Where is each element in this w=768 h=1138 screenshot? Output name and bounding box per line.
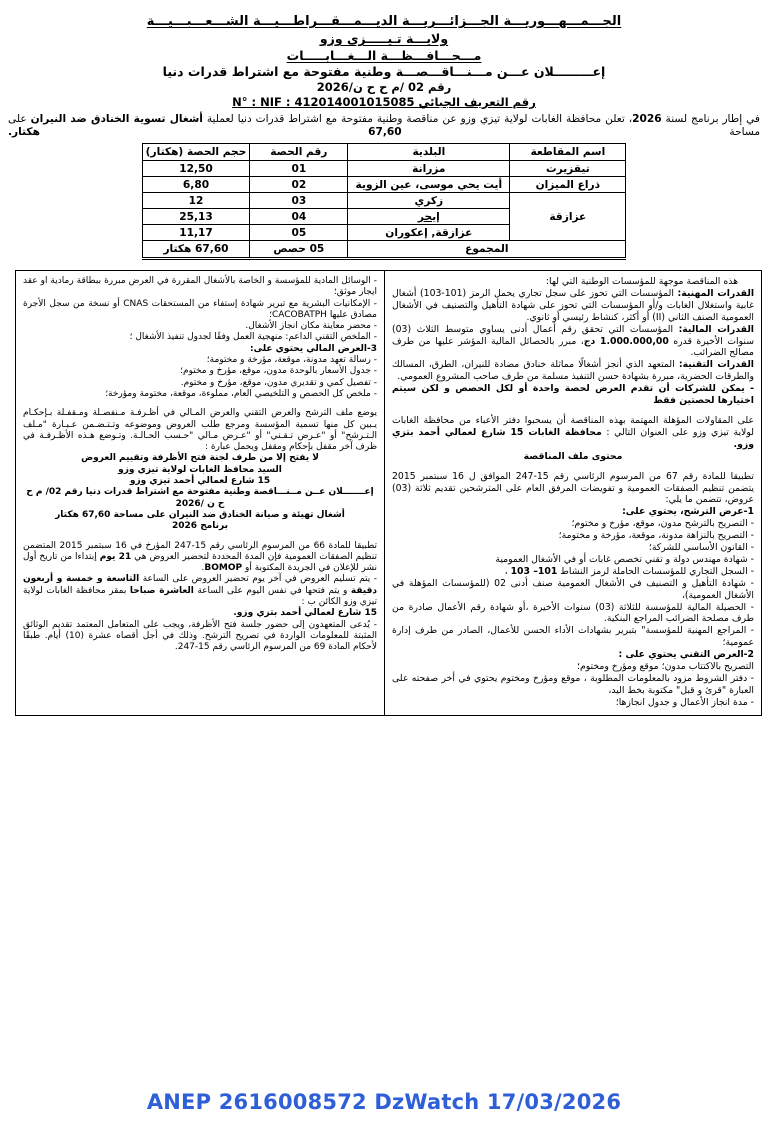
cell-municipality: أيت يحي موسى، عين الزوية xyxy=(348,177,510,193)
technical-item: - دفتر الشروط مزود بالمعلومات المطلوبة ، موقع ومؤرخ ومختوم يحتوي في أخر صفحته على العبارة "قرئ و قبل" مكتوبة بخط اليد، xyxy=(392,673,754,696)
nif-value: N° : NIF : 412014001015085 xyxy=(232,95,415,109)
table-row xyxy=(142,193,626,209)
envelope-mention-line: لا يفتح إلا من طرف لجنة فتح الأظرفة وتقييم العروض xyxy=(81,453,319,464)
letterhead xyxy=(0,0,768,110)
header-line-republic: الجـــمـــهـــوريـــة الجـــزائـــريـــة الديـــمـــقـــراطـــيـــة الشـــعـــبـــيـــة xyxy=(146,14,622,29)
financial-item: - ملخص كل الحصص و التلخيصي العام، مملوءة، موقعة، مختومة ومؤرخة؛ xyxy=(105,388,377,399)
intro-run-5: على مساحة xyxy=(8,113,760,138)
address-line: 15 شارع لعمالي أحمد تيزي وزو xyxy=(129,476,271,487)
candidacy-item: - التصريح بالنزاهة مدونة، موقعة، مؤرخة و مختومة؛ xyxy=(558,530,754,542)
article-67-paragraph: تطبيقا للمادة رقم 67 من المرسوم الرئاسي رقم 15-247 الموافق ل 16 سبتمبر 2015 يتضمن تنظيم الصفقات العمومية و تفويضات المرفق العام على المترشحين تقديم ثلاثة (03) عروض، تتضمن ما يلي: xyxy=(392,470,755,506)
cell-lot-number: 01 xyxy=(250,161,348,177)
intro-paragraph xyxy=(8,113,760,139)
technical-capacities-text: المتعهد الذي أنجز أشغالًا مماثلة خنادق مضادة للنيران، الطرق، المسالك والطرقات الحضرية، مبررة بشهادة حسن التنفيذ مسلمة من طرف صاحب المشروع العمومي. xyxy=(392,359,754,383)
bomop-mention: BOMOP xyxy=(204,563,243,574)
body-columns xyxy=(14,270,762,716)
table-row xyxy=(142,161,626,177)
program-year-line: برنامج 2026 xyxy=(172,521,228,532)
cell-lot-size: 6,80 xyxy=(142,177,250,193)
technical-item: - الإمكانيات البشرية مع تبرير شهادة إستفاء من المستحقات CNAS أو نسخة من سجل الأجرة مصادق عليها CACOBATPH؛ xyxy=(23,298,377,320)
cell-lot-size: 12,50 xyxy=(142,161,250,177)
registry-codes: 101– 103 xyxy=(510,565,558,577)
technical-item: - الوسائل المادية للمؤسسة و الخاصة بالأشغال المقررة في العرض مبررة ببطاقة رمادية او عقد ايجار موثق؛ xyxy=(23,276,377,298)
header-line-announcement-title: إعـــــــــلان عـــن مـــنـــاقـــصـــة وطنية مفتوحة مع اشتراط قدرات دنيا xyxy=(162,64,606,79)
deadline-text-2: إبتداءا من تاريخ أول نشر للإعلان في الجريدة المكتوبة أو xyxy=(23,551,377,574)
financial-item: - تفصيل كمي و تقديري مدون، موقع، مؤرخ و مختوم. xyxy=(180,377,377,388)
cell-district: عزازقة xyxy=(510,193,626,241)
technical-item: التصريح بالاكتتاب مدون؛ موقع ومؤرخ ومختوم؛ xyxy=(577,661,754,673)
candidacy-item: - شهادة مهندس دولة و تقني تخصص غابات أو في الأشغال العمومية xyxy=(495,553,754,565)
registry-item-text-1: - السجل التجاري للمؤسسات الحاملة لرمز النشاط xyxy=(557,565,754,577)
intro-run-2: 2026 xyxy=(632,113,662,125)
requirements-column xyxy=(384,270,762,716)
cell-total-size: 67,60 هكتار xyxy=(142,241,250,259)
cell-district: تيقزيرت xyxy=(510,161,626,177)
cell-total-lots: 05 حصص xyxy=(250,241,348,259)
nif-label: رقم التعريف الجبائي xyxy=(418,95,536,109)
venue-address-line: 15 شارع لعمالي أحمد بتزي وزو. xyxy=(233,608,377,619)
submission-column xyxy=(15,270,385,716)
candidacy-item xyxy=(392,566,754,578)
preparation-deadline-paragraph xyxy=(23,541,377,575)
financial-capacities-label: القدرات المالية: xyxy=(678,323,754,335)
cell-total-label: المجموع xyxy=(348,241,626,259)
cell-lot-number: 02 xyxy=(250,177,348,193)
deadline-days: 21 يوم xyxy=(99,551,132,562)
cell-lot-number: 04 xyxy=(250,209,348,225)
opening-time: العاشرة صباحا xyxy=(129,585,194,596)
candidacy-item: - المراجع المهنية للمؤسسة" بتبرير بشهادات الأداء الحسن للأعمال، الصادر من طرف إدارة عمومية؛ xyxy=(392,625,754,649)
financial-item: - رسالة تعهد مدونة، موقعة، مؤرخة و مختومة؛ xyxy=(206,355,377,366)
financial-capacities-text-2: ، مبرر بالحصائل المالية المؤشر عليها من طرف مصالح الضرائب. xyxy=(392,335,754,359)
cahier-withdrawal-address: محافظة الغابات 15 شارع لعمالي أحمد بتزي وزو. xyxy=(392,426,754,450)
announcement-reference-line: إعـــــــلان عــن مــنـــاقصة وطنية مفتوحة مع اشتراط قدرات دنيا رقم 02/ م ح ح ن /2026 xyxy=(26,487,374,509)
technical-capacities-label: القدرات التقنية: xyxy=(678,359,754,371)
opening-session-paragraph: - يُدعى المتعهدون إلى حضور جلسة فتح الأظرفة، ويجب على المتعامل المعتمد تقديم الوثائق المثبتة للمعلومات الواردة في تصريح الترشح. وذلك في أجل أقصاه عشرة (10) أيام. طبقًا لأحكام المادة 69 من المرسوم الرئاسي رقم 15-247. xyxy=(23,619,377,653)
cell-municipality: زكري xyxy=(348,193,510,209)
cell-lot-number: 05 xyxy=(250,225,348,241)
works-description-line: أشغال تهيئة و صيانة الخنادق ضد النيران على مساحة 67,60 هكتار xyxy=(55,509,345,520)
technical-offer-heading: 2-العرض التقني يحتوي على : xyxy=(618,649,754,661)
technical-item: - محضر معاينة مكان انجاز الأشغال. xyxy=(245,321,377,332)
addressee-line: السيد محافظ الغابات لولاية تيزي وزو xyxy=(118,464,282,475)
cahier-withdrawal-text: على المقاولات المؤهلة المهتمة بهذه المناقصة أن يسحبوا دفتر الأعباء من محافظة الغابات لولاية تيزي وزو على العنوان التالي : xyxy=(392,414,754,438)
submission-text-2: و يتم فتحها في نفس اليوم على الساعة xyxy=(193,585,351,596)
submission-time: التاسعة و خمسة و أربعون دقيقة xyxy=(23,574,377,596)
deadline-text-3: . xyxy=(201,563,205,574)
lots-limit-note: - يمكن للشركات أن تقدم العرض لحصة واحدة أو لكل الحصص و لكن سيتم اختيارها لحصتين فقط xyxy=(392,383,754,407)
cell-lot-size: 25,13 xyxy=(142,209,250,225)
lots-table xyxy=(142,143,627,260)
col-header-municipality: البلدية xyxy=(348,144,510,161)
intro-run-6: 67,60 هكتار. xyxy=(8,126,402,138)
financial-capacities-text-1: المؤسسات التي تحقق رقم أعمال أدنى يساوي متوسط الثلاث (03) سنوات الأخيرة قدره xyxy=(392,323,754,347)
eligibility-intro: هذه المناقصة موجهة للمؤسسات الوطنية التي لها: xyxy=(545,276,738,287)
professional-capacities xyxy=(392,288,754,324)
submission-text-3: بمقر محافظة الغابات لولاية تيزي وزو الكائن ب : xyxy=(23,585,377,608)
table-header-row xyxy=(142,144,626,161)
technical-capacities xyxy=(392,359,754,383)
financial-item: - جدول الأسعار بالوحدة مدون، موقع، مؤرخ و مختوم؛ xyxy=(180,366,377,377)
registry-item-text-2: ، xyxy=(504,565,511,577)
file-content-heading: محتوى ملف المناقصة xyxy=(523,450,623,462)
header-line-wilaya: ولايـــة تـيـــــزى وزو xyxy=(319,31,449,46)
financial-capacities xyxy=(392,324,754,360)
intro-run-3: ، تعلن محافظة الغابات لولاية تيزي وزو عن مناقصة وطنية مفتوحة مع اشتراط قدرات دنيا لعملية xyxy=(202,113,633,125)
table-total-row xyxy=(142,241,626,259)
cell-lot-size: 12 xyxy=(142,193,250,209)
professional-capacities-text: المؤسسات التي تحوز على سجل تجاري يحمل الرمز (101-103) أشغال غابية واستغلال الغابات و/أو المؤسسات التي تحوز على شهادة التأهيل والتصنيف في الأشغال العمومية الصنف الثاني (II) أو أكثر، كنشاط رئيسي أو ثانوي. xyxy=(392,287,754,323)
candidacy-item: - القانون الأساسي للشركة؛ xyxy=(648,542,754,554)
table-row xyxy=(142,177,626,193)
envelopes-instructions: يوضع ملف الترشح والعرض التقني والعرض المـالي في أظـرفـة مـنفصـلة ومـقفـلة بـإحكـام يـبين كل منها تسمية المؤسسة ومرجع طلب العروض وموضوعه وتـتـضـمن عـبـارة "مـلف الـتـرشح" أو "عـرض تـقـني" أو "عـرض مـالي "حـسب الحـالـة. وتـوضع هـذه الأظـرفـة في ظرف آخر مقفل بإحكام ومقفل ويحمل عبارة : xyxy=(23,408,377,453)
submission-time-paragraph xyxy=(23,574,377,608)
cell-district: ذراع الميزان xyxy=(510,177,626,193)
candidacy-offer-heading: 1-عرض الترشح، يحتوي على: xyxy=(622,506,754,518)
candidacy-item: - الحصيلة المالية للمؤسسة للثلاثة (03) سنوات الأخيرة ،أو شهادة رقم الأعمال صادرة من طرف مصلحة الضرائب المراجع البنكية. xyxy=(392,601,755,625)
technical-item: - مدة انجاز الأعمال و جدول انجازها؛ xyxy=(615,696,754,708)
intro-run-1: في إطار برنامج لسنة xyxy=(661,113,760,125)
cell-municipality: إيجر xyxy=(348,209,510,225)
cell-lot-size: 11,17 xyxy=(142,225,250,241)
header-line-nif xyxy=(0,95,768,110)
cell-lot-number: 03 xyxy=(250,193,348,209)
col-header-lot-number: رقم الحصة xyxy=(250,144,348,161)
professional-capacities-label: القدرات المهنية: xyxy=(677,287,755,299)
submission-text-1: - يتم تسليم العروض في آخر يوم تحضير العروض على الساعة xyxy=(139,574,377,585)
cell-municipality: عزازقة, إعكوران xyxy=(348,225,510,241)
candidacy-item: - شهادة التأهيل و التصنيف في الأشغال العمومية صنف أدنى 02 (للمؤسسات المؤهلة في الأشغال العمومية)، xyxy=(392,577,754,601)
col-header-district: اسم المقاطعة xyxy=(510,144,626,161)
col-header-lot-size: حجم الحصة (هكتار) xyxy=(142,144,250,161)
financial-amount: 1.000.000,00 دج xyxy=(583,335,669,347)
financial-offer-heading: 3-العرض المالي يحتوي على: xyxy=(250,343,377,354)
intro-run-4: أشغال تسوية الخنادق ضد النيران xyxy=(30,113,203,125)
anep-publication-footer: ANEP 2616008572 DzWatch 17/03/2026 xyxy=(146,1090,622,1114)
candidacy-item: - التصريح بالترشح مدون، موقع، مؤرخ و مختوم؛ xyxy=(571,518,754,530)
technical-item: - الملخص التقني الداعم: منهجية العمل وفقًا لجدول تنفيذ الأشغال ؛ xyxy=(129,332,377,343)
header-line-number: رقم 02 /م ح ح ن/2026 xyxy=(316,80,452,94)
cell-municipality: مزرانة xyxy=(348,161,510,177)
cahier-withdrawal xyxy=(392,415,754,451)
header-line-conservation: مـــحـــافـــظـــة الـــغـــابـــــات xyxy=(286,48,482,63)
deadline-text-1: تطبيقا للمادة 66 من المرسوم الرئاسي رقم 15-247 المؤرخ في 16 سبتمبر 2015 المتضمن تنظيم الصفقات العمومية فإن المدة المحددة لتحضير العروض هي xyxy=(23,540,377,562)
